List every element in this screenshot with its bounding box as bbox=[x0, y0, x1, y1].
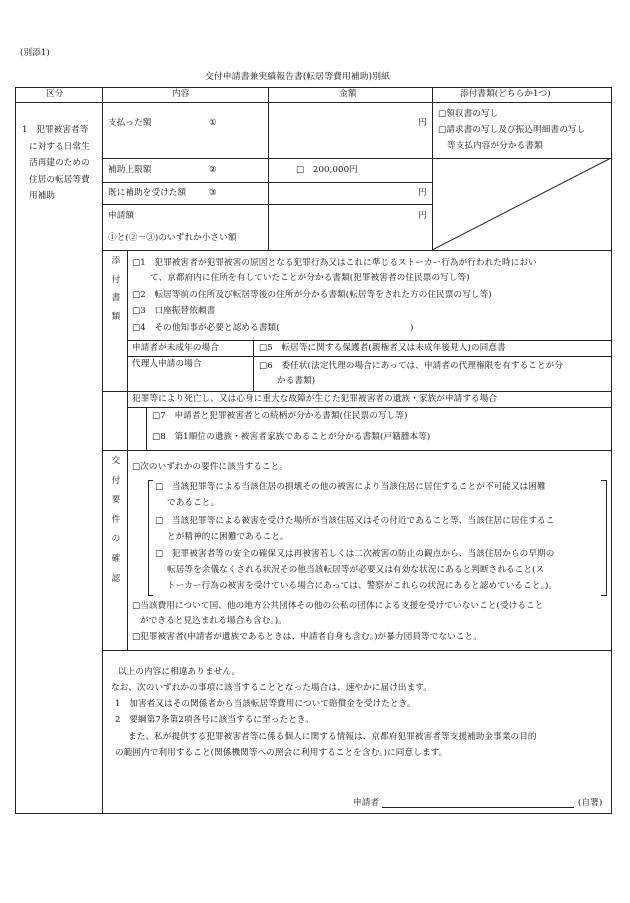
tenpu-char: 類 bbox=[111, 311, 121, 322]
declaration-line: 2 要綱第7条第2項各号に該当するに至ったとき。 bbox=[115, 715, 314, 725]
death-doc-7: □7 申請者と犯罪被害者との続柄が分かる書類(住民票の写し等) bbox=[152, 411, 408, 421]
agent-label: 代理人申請の場合 bbox=[132, 359, 202, 369]
kofu-char: の bbox=[111, 534, 121, 545]
declaration-line: 1 加害者又はその関係者から当該転居等費用について賠償金を受けたとき。 bbox=[115, 699, 416, 709]
agent-doc: □6 委任状(法定代理の場合にあっては、申請者の代理権限を有することが分 bbox=[259, 361, 564, 371]
kofu-char: 交 bbox=[111, 456, 121, 466]
category-line: 活再建のための bbox=[29, 158, 90, 169]
attach-invoice: □請求書の写し及び振込明細書の写し bbox=[438, 125, 586, 135]
page-title: 交付申請書兼実績報告書(転居等費用補助)別紙 bbox=[205, 72, 391, 82]
request-formula: ①と(②－③)のいずれか小さい額 bbox=[108, 233, 237, 243]
kofu-char: 認 bbox=[111, 573, 121, 584]
death-doc-8: □8 第1順位の遺族・被害者家族であることが分かる書類(戸籍謄本等) bbox=[152, 432, 431, 442]
header-attachments: 添付書類(どちらか1つ) bbox=[460, 89, 551, 99]
kofu-c2: 転居等を余儀なくされる状況その他当該転居等が必要又は有効な状況にあると判断されること(ス bbox=[167, 565, 545, 575]
kofu-char: 要 bbox=[111, 495, 121, 506]
attach-invoice-cont: 等支払内容が分かる書類 bbox=[447, 141, 543, 151]
declaration-line: の範囲内で利用すること(関係機関等への照会に利用することを含む。)に同意します。 bbox=[115, 748, 448, 758]
category-line: 1 犯罪被害者等 bbox=[22, 125, 89, 135]
declaration-line: また、私が提供する犯罪被害者等に係る個人に関する情報は、京都府犯罪被害者等支援補助金事業の目的 bbox=[128, 732, 537, 742]
already-marker: ③ bbox=[209, 188, 217, 198]
limit-label: 補助上限額 bbox=[108, 165, 152, 175]
kofu-b1: □ 当該犯罪等による被害を受けた場所が当該住居又はその付近であること等、当該住居に居住するこ bbox=[155, 516, 555, 526]
tenpu-item-3: □3 口座振替依頼書 bbox=[132, 306, 216, 316]
attach-receipt: □領収書の写し bbox=[438, 109, 499, 119]
category-line: 住居の転居等費 bbox=[29, 174, 90, 185]
category-cell bbox=[22, 126, 90, 201]
kofu-intro: □次のいずれかの要件に該当すること。 bbox=[132, 462, 289, 472]
kofu-e1: □犯罪被害者(申請者が遺族であるときは、申請者自身も含む。)が暴力団員等でないこと。 bbox=[132, 632, 482, 642]
tenpu-item-4: □4 その他知事が必要と認める書類( ) bbox=[132, 323, 414, 333]
request-unit: 円 bbox=[418, 211, 427, 221]
tenpu-item-1-cont: て、京都府内に住所を有していたことが分かる書類(犯罪被害者の住民票の写し等) bbox=[150, 273, 470, 283]
tenpu-item-1: □1 犯罪被害者が犯罪被害の原因となる犯罪行為又はこれに準じるストーカー行為が行われた時におい bbox=[132, 258, 537, 268]
kofu-char: 付 bbox=[111, 475, 121, 486]
signature-suffix: (自署) bbox=[578, 798, 603, 808]
kofu-d1: □当該費用について国、他の地方公共団体その他の公私の団体による支援を受けていないこと(受けること bbox=[132, 601, 544, 611]
declaration-line: なお、次のいずれかの事項に該当することとなった場合は、速やかに届け出ます。 bbox=[111, 683, 432, 693]
category-line: 用補助 bbox=[29, 191, 56, 202]
tenpu-char: 添 bbox=[111, 256, 121, 266]
agent-doc-cont: かる書類) bbox=[277, 376, 316, 386]
already-unit: 円 bbox=[418, 188, 427, 198]
declaration-line: 以上の内容に相違ありません。 bbox=[118, 667, 241, 677]
kofu-c3: トーカー行為の被害を受けている場合にあっては、警察がこれらの状況にあると認めていること。)。 bbox=[167, 581, 558, 591]
limit-marker: ② bbox=[209, 165, 217, 175]
signature-field[interactable] bbox=[382, 807, 574, 808]
request-label: 申請額 bbox=[108, 211, 135, 221]
tenpu-item-2: □2 転居等前の住所及び転居等後の住所が分かる書類(転居等をされた方の住民票の写し等) bbox=[132, 290, 492, 300]
kofu-c1: □ 犯罪被害者等の安全の確保又は再被害若しくは二次被害の防止の観点から、当該住居からの早期の bbox=[155, 549, 555, 559]
header-amount: 金額 bbox=[339, 89, 357, 99]
attachment-label: (別添1) bbox=[20, 48, 50, 58]
already-label: 既に補助を受けた額 bbox=[108, 188, 187, 198]
paid-label: 支払った額 bbox=[108, 118, 152, 128]
paid-unit: 円 bbox=[418, 118, 427, 128]
header-content: 内容 bbox=[172, 89, 190, 99]
kofu-b2: とが精神的に困難であること。 bbox=[167, 532, 289, 542]
tenpu-char: 付 bbox=[111, 274, 121, 285]
signature-label: 申請者 bbox=[353, 798, 380, 808]
diagonal-slash bbox=[432, 158, 612, 251]
minor-label: 申請者が未成年の場合 bbox=[132, 343, 219, 353]
category-line: に対する日常生 bbox=[29, 141, 90, 152]
kofu-d2: ができると見込まれる場合も含む。)。 bbox=[140, 616, 287, 626]
tenpu-vertical-label bbox=[110, 257, 122, 321]
minor-doc: □5 転居等に関する保護者(親権者又は未成年後見人)の同意書 bbox=[259, 343, 506, 353]
kofu-char: 確 bbox=[111, 553, 121, 564]
paid-marker: ① bbox=[209, 118, 217, 128]
death-label: 犯罪等により死亡し、又は心身に重大な故障が生じた犯罪被害者の遺族・家族が申請する場合 bbox=[132, 394, 498, 404]
kofu-vertical-label bbox=[110, 457, 122, 583]
kofu-a1: □ 当該犯罪等による当該住居の損壊その他の被害により当該住居に居住することが不可能又は困難 bbox=[155, 482, 546, 492]
kofu-char: 件 bbox=[111, 514, 121, 525]
kofu-a2: であること。 bbox=[167, 498, 220, 508]
limit-amount: □ 200,000円 bbox=[296, 165, 358, 175]
tenpu-char: 書 bbox=[111, 293, 121, 304]
header-category: 区分 bbox=[46, 89, 64, 99]
